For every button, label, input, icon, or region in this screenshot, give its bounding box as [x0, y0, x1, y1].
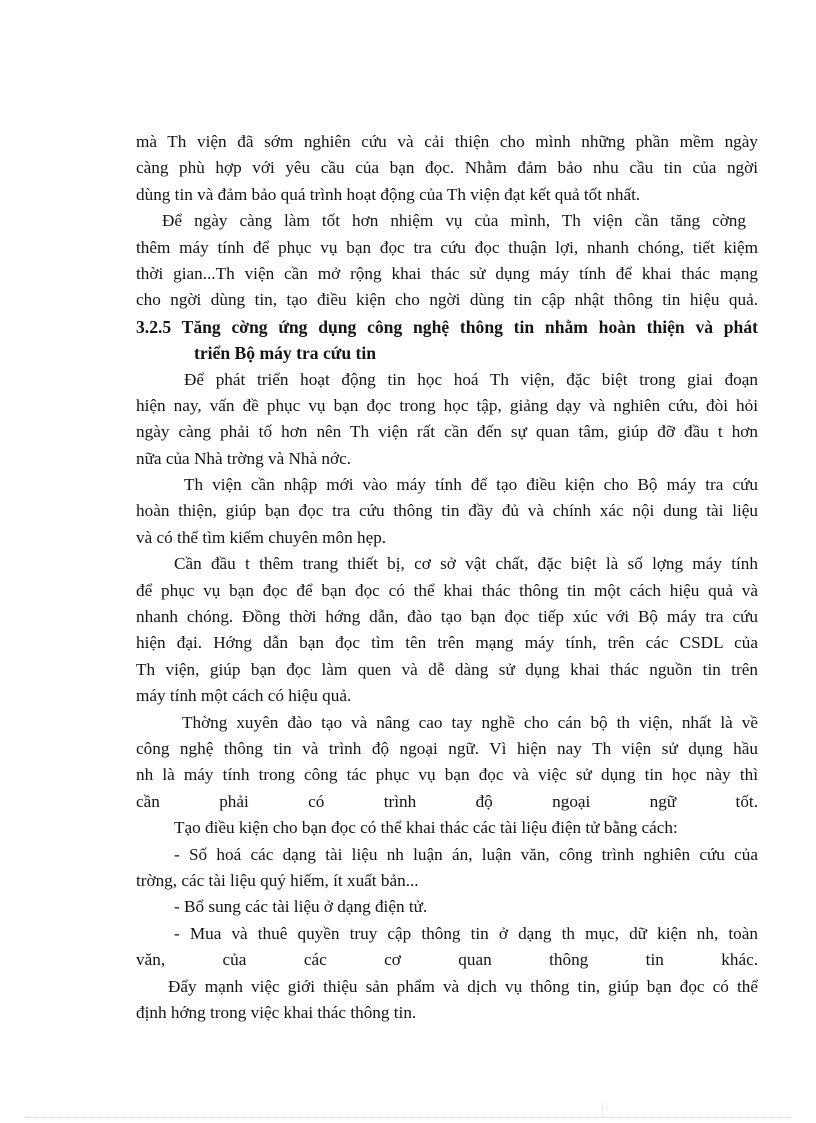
paragraph-line: nh là máy tính trong công tác phục vụ bạn đọc và việc sử dụng tin học này thì: [136, 765, 758, 785]
paragraph-line: ngày càng phải tố hơn nên Th viện rất cần đến sự quan tâm, giúp đỡ đầu t hơn: [136, 422, 758, 442]
paragraph-line: máy tính một cách có hiệu quả.: [136, 686, 352, 706]
paragraph-line: Th viện, giúp bạn đọc làm quen và dễ dàng sử dụng khai thác nguồn tin trên: [136, 659, 758, 679]
list-item-line: - Số hoá các dạng tài liệu nh luận án, luận văn, công trình nghiên cứu của: [174, 844, 758, 864]
paragraph-line: nữa của Nhà trờng và Nhà nớc.: [136, 448, 352, 468]
document-body: [136, 129, 758, 1026]
paragraph-line: cần phải có trình độ ngoại ngữ tốt.: [136, 791, 758, 811]
section-heading: 3.2.5 Tăng cờng ứng dụng công nghệ thông tin nhằm hoàn thiện và phát: [136, 316, 758, 337]
list-item-line: - Mua và thuê quyền truy cập thông tin ở dạng th mục, dữ kiện nh, toàn: [174, 923, 758, 943]
paragraph-line: định hớng trong việc khai thác thông tin.: [136, 1002, 417, 1022]
paragraph-line: Đẩy mạnh việc giới thiệu sản phẩm và dịch vụ thông tin, giúp bạn đọc có thể: [168, 976, 758, 996]
paragraph-line: thời gian...Th viện cần mở rộng khai thác sử dụng máy tính để khai thác mạng: [136, 263, 758, 283]
paragraph-line: Tạo điều kiện cho bạn đọc có thể khai thác các tài liệu điện tử bằng cách:: [174, 818, 678, 838]
paragraph-line: càng phù hợp với yêu cầu của bạn đọc. Nhằm đảm bảo nhu cầu tin của ngời: [136, 158, 758, 178]
list-item-line: - Bổ sung các tài liệu ở dạng điện tử.: [174, 897, 428, 917]
paragraph-line: nhanh chóng. Đồng thời hớng dẫn, đào tạo bạn đọc tiếp xúc với Bộ máy tra cứu: [136, 607, 758, 627]
list-item-line: văn, của các cơ quan thông tin khác.: [136, 950, 758, 970]
page-bottom-rule: [24, 1117, 792, 1118]
paragraph-line: dùng tin và đảm bảo quá trình hoạt động của Th viện đạt kết quả tốt nhất.: [136, 184, 641, 204]
paragraph-line: hiện nay, vấn đề phục vụ bạn đọc trong học tập, giảng dạy và nghiên cứu, đòi hỏi: [136, 395, 758, 415]
paragraph-line: công nghệ thông tin và trình độ ngoại ngữ. Vì hiện nay Th viện sử dụng hầu: [136, 738, 758, 758]
paragraph-line: thêm máy tính để phục vụ bạn đọc tra cứu đọc thuận lợi, nhanh chóng, tiết kiệm: [136, 237, 758, 257]
page-bottom-mark: [602, 1103, 603, 1117]
paragraph-line: Để phát triển hoạt động tin học hoá Th viện, đặc biệt trong giai đoạn: [184, 369, 758, 389]
paragraph-line: Thờng xuyên đào tạo và nâng cao tay nghề cho cán bộ th viện, nhất là về: [182, 712, 758, 732]
paragraph-line: Cần đầu t thêm trang thiết bị, cơ sở vật chất, đặc biệt là số lợng máy tính: [174, 554, 758, 574]
paragraph-line: hiện đại. Hớng dẫn bạn đọc tìm tên trên mạng máy tính, trên các CSDL của: [136, 633, 758, 653]
paragraph-line: Th viện cần nhập mới vào máy tính để tạo điều kiện cho Bộ máy tra cứu: [184, 475, 758, 495]
paragraph-line: cho ngời dùng tin, tạo điều kiện cho ngời dùng tin cập nhật thông tin hiệu quả.: [136, 290, 758, 310]
paragraph-line: để phục vụ bạn đọc để bạn đọc có thể khai thác thông tin một cách hiệu quả và: [136, 580, 758, 600]
paragraph-line: và có thể tìm kiếm chuyên môn hẹp.: [136, 527, 387, 547]
paragraph-line: Để ngày càng làm tốt hơn nhiệm vụ của mình, Th viện cần tăng cờng: [162, 211, 746, 231]
paragraph-line: hoàn thiện, giúp bạn đọc tra cứu thông tin đầy đủ và chính xác nội dung tài liệu: [136, 501, 758, 521]
list-item-line: trờng, các tài liệu quý hiếm, ít xuất bản...: [136, 870, 419, 890]
paragraph-line: mà Th viện đã sớm nghiên cứu và cải thiện cho mình những phần mềm ngày: [136, 132, 758, 151]
section-heading-continued: triển Bộ máy tra cứu tin: [194, 343, 377, 364]
